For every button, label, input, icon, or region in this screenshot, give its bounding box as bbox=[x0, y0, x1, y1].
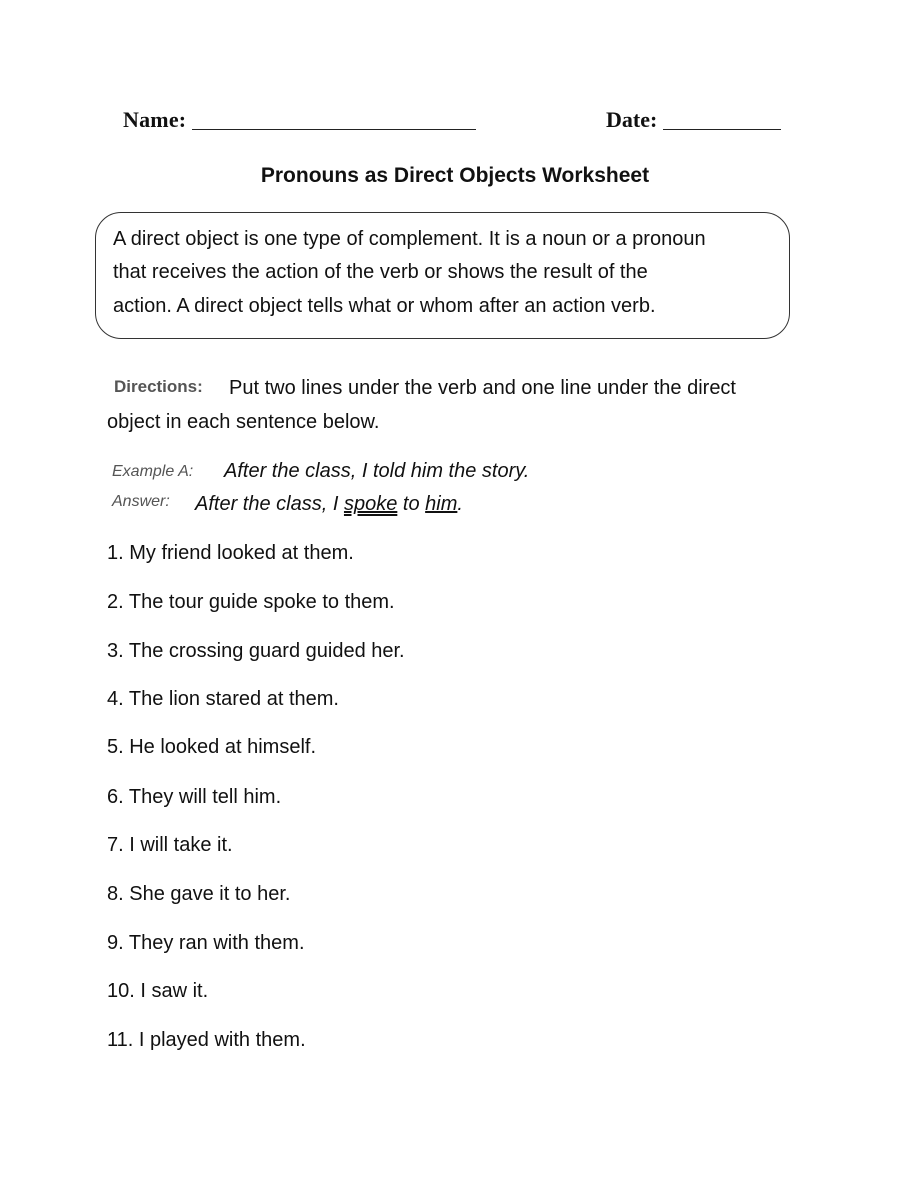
sentence-7: 7. I will take it. bbox=[107, 834, 233, 856]
answer-label: Answer: bbox=[112, 493, 170, 510]
answer-verb: spoke bbox=[343, 493, 398, 515]
directions-text-line-2: object in each sentence below. bbox=[107, 411, 380, 433]
sentence-11: 11. I played with them. bbox=[107, 1029, 306, 1051]
name-blank-line bbox=[192, 107, 476, 130]
sentence-2: 2. The tour guide spoke to them. bbox=[107, 591, 395, 613]
name-field bbox=[123, 107, 476, 133]
sentence-10: 10. I saw it. bbox=[107, 980, 209, 1002]
answer-direct-object: him bbox=[425, 493, 458, 515]
sentence-8: 8. She gave it to her. bbox=[107, 883, 291, 905]
answer-text-end: . bbox=[457, 493, 463, 515]
directions-text-line-1: Put two lines under the verb and one line under the direct bbox=[229, 377, 736, 399]
sentence-1: 1. My friend looked at them. bbox=[107, 542, 354, 564]
answer-sentence bbox=[195, 493, 463, 516]
example-sentence: After the class, I told him the story. bbox=[224, 460, 530, 482]
sentence-4: 4. The lion stared at them. bbox=[107, 688, 339, 710]
definition-line-1: A direct object is one type of complement. It is a noun or a pronoun bbox=[113, 228, 706, 250]
answer-text-middle: to bbox=[397, 493, 426, 515]
sentence-9: 9. They ran with them. bbox=[107, 932, 305, 954]
sentence-3: 3. The crossing guard guided her. bbox=[107, 640, 405, 662]
sentence-5: 5. He looked at himself. bbox=[107, 736, 316, 758]
date-blank-line bbox=[663, 107, 781, 130]
example-label: Example A: bbox=[112, 463, 194, 480]
sentence-6: 6. They will tell him. bbox=[107, 786, 282, 808]
name-label: Name: bbox=[123, 107, 187, 132]
worksheet-title: Pronouns as Direct Objects Worksheet bbox=[260, 164, 650, 187]
definition-line-2: that receives the action of the verb or shows the result of the bbox=[113, 261, 648, 283]
date-field bbox=[606, 107, 781, 133]
definition-line-3: action. A direct object tells what or whom after an action verb. bbox=[113, 295, 656, 317]
date-label: Date: bbox=[606, 107, 658, 132]
answer-text-before: After the class, I bbox=[195, 493, 344, 515]
directions-label: Directions: bbox=[114, 377, 203, 396]
